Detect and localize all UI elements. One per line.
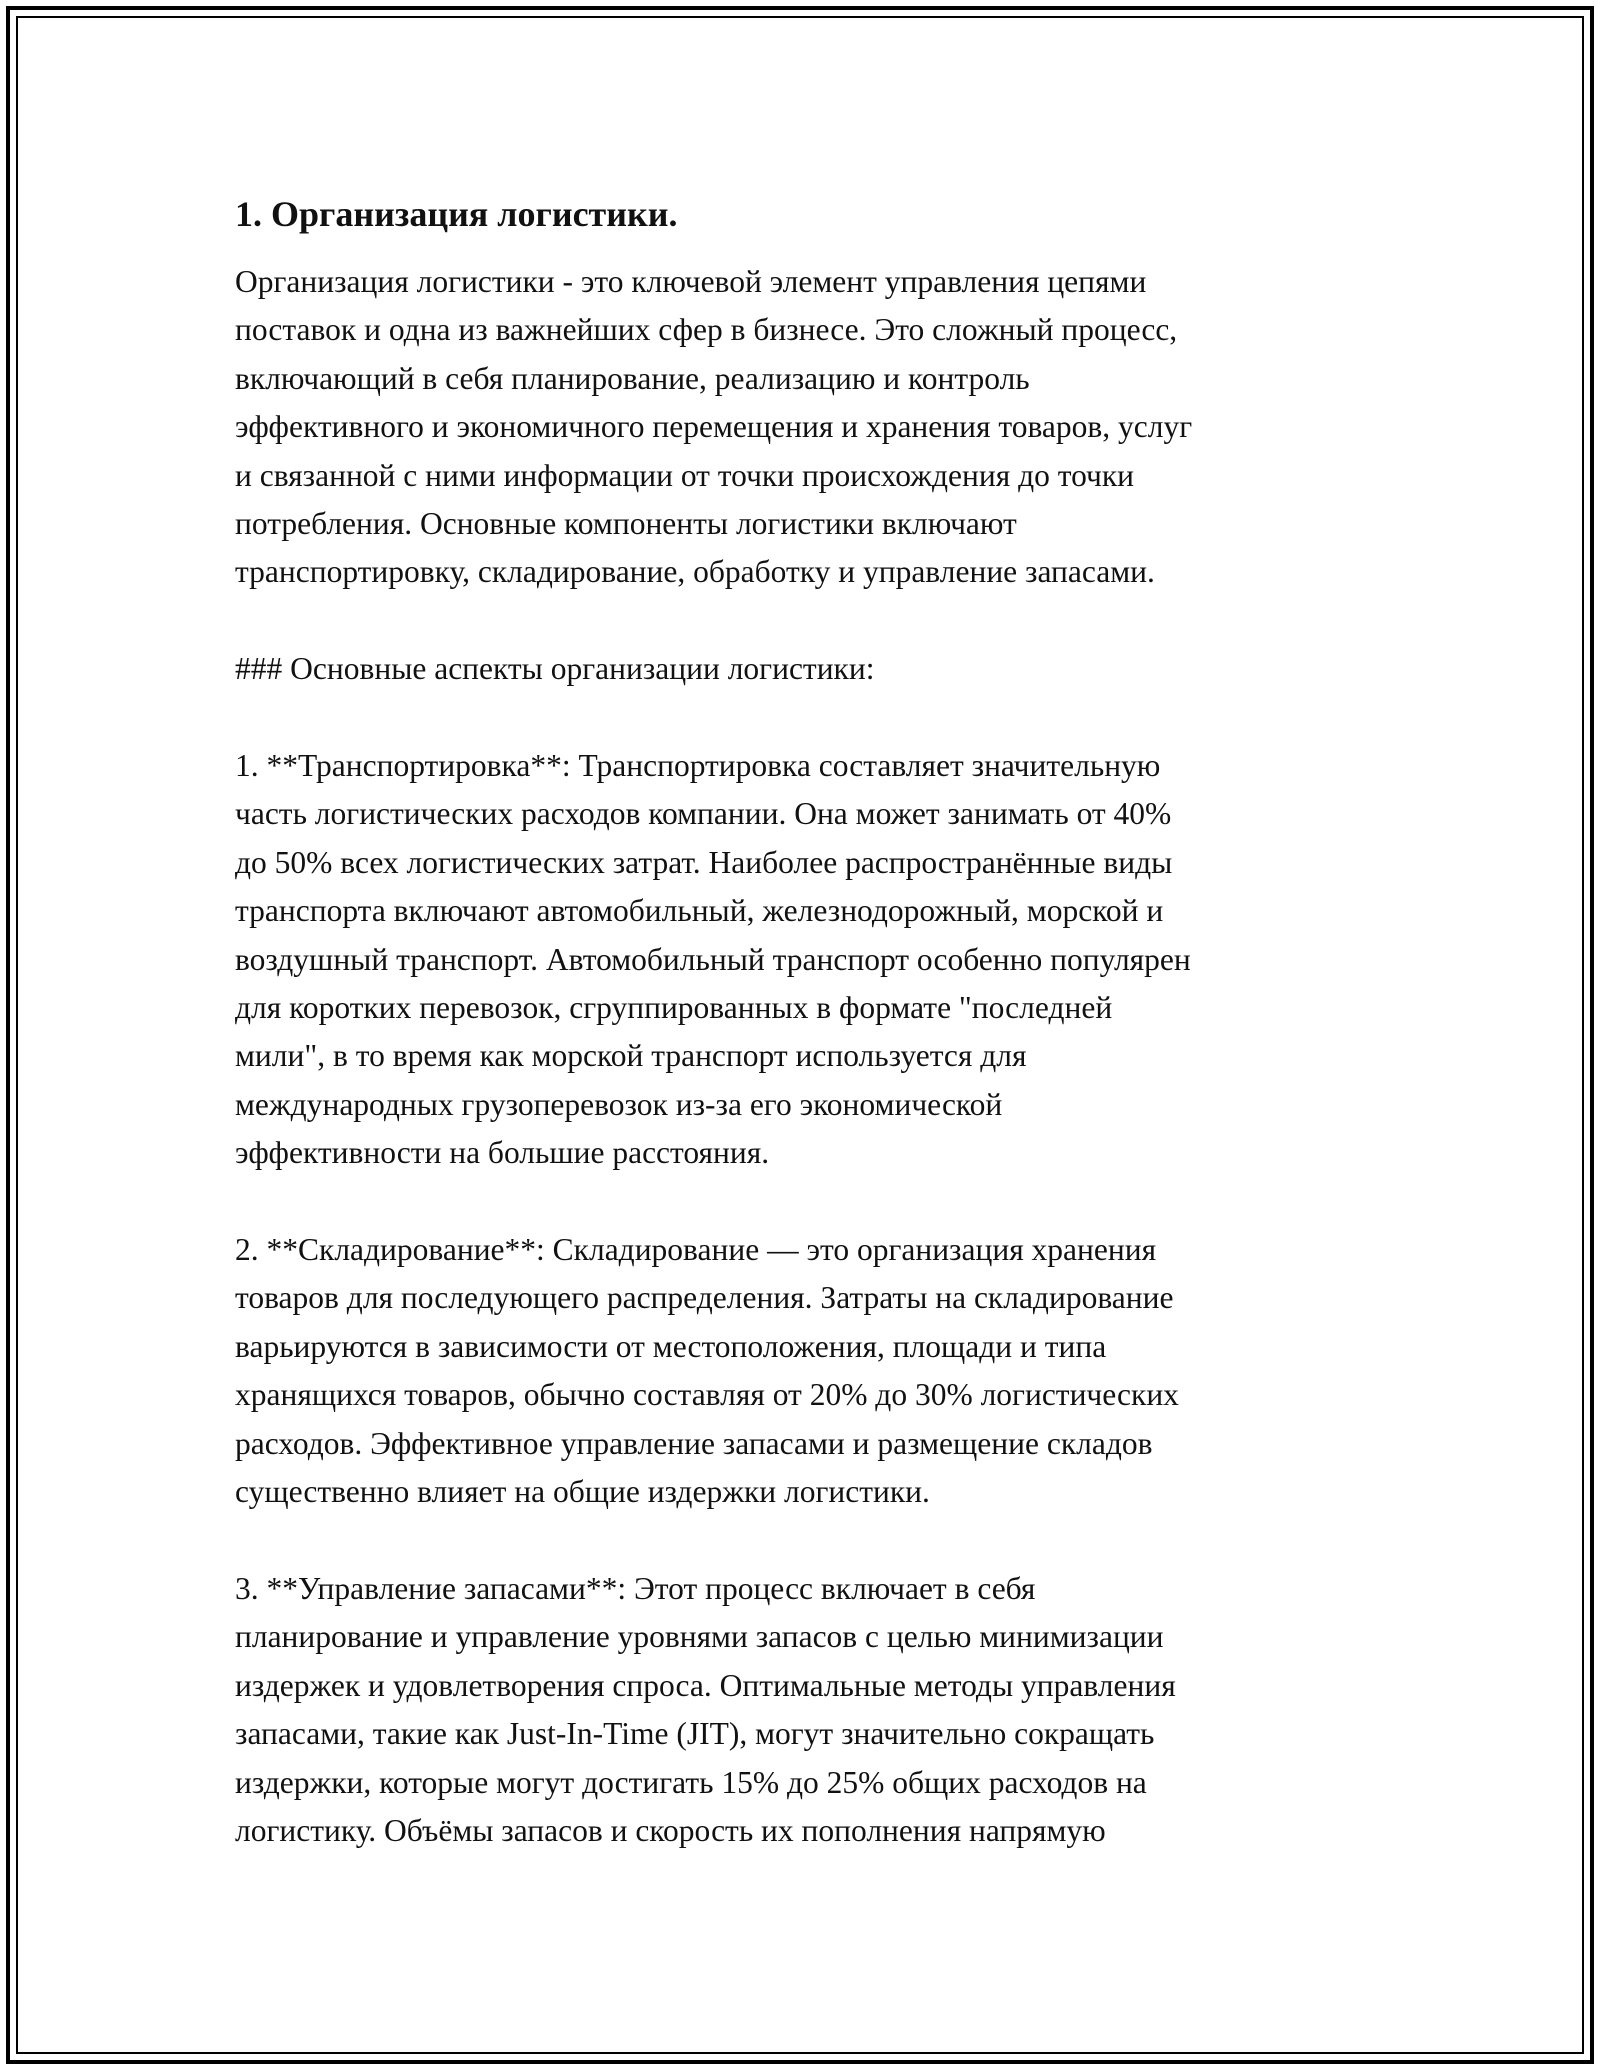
list-item-inventory: 3. **Управление запасами**: Этот процесс включает в себя планирование и управление уровнями запасов с целью минимизации издержек и удовлетворения спроса. Оптимальные методы управления запасами, такие как Just-In-Time (JIT), могут значительно сокращать издержки, которые могут достигать 15% до 25% общих расходов на логистику. Объёмы запасов и скорость их пополнения напрямую	[235, 1570, 1176, 1848]
intro-paragraph: Организация логистики - это ключевой элемент управления цепями поставок и одна из важнейших сфер в бизнесе. Это сложный процесс, включающий в себя планирование, реализацию и контроль эффективного и экономичного перемещения и хранения товаров, услуг и связанной с ними информации от точки происхождения до точки потребления. Основные компоненты логистики включают транспортировку, складирование, обработку и управление запасами.	[235, 264, 1193, 590]
section-heading: ### Основные аспекты организации логистики:	[235, 651, 875, 687]
paragraph-spacer	[235, 1517, 1375, 1565]
document-body	[235, 188, 1375, 1855]
paragraph-spacer	[235, 694, 1375, 742]
list-item-warehousing: 2. **Складирование**: Складирование — это организация хранения товаров для последующего распределения. Затраты на складирование варьируются в зависимости от местоположения, площади и типа хранящихся товаров, обычно составляя от 20% до 30% логистических расходов. Эффективное управление запасами и размещение складов существенно влияет на общие издержки логистики.	[235, 1232, 1179, 1510]
paragraph-spacer	[235, 1178, 1375, 1226]
paragraph-spacer	[235, 597, 1375, 645]
list-item-transportation: 1. **Транспортировка**: Транспортировка составляет значительную часть логистических расходов компании. Она может занимать от 40% до 50% всех логистических затрат. Наиболее распространённые виды транспорта включают автомобильный, железнодорожный, морской и воздушный транспорт. Автомобильный транспорт особенно популярен для коротких перевозок, сгруппированных в формате "последней мили", в то время как морской транспорт используется для международных грузоперевозок из-за его экономической эффективности на большие расстояния.	[235, 748, 1191, 1171]
document-title: 1. Организация логистики.	[235, 194, 678, 234]
